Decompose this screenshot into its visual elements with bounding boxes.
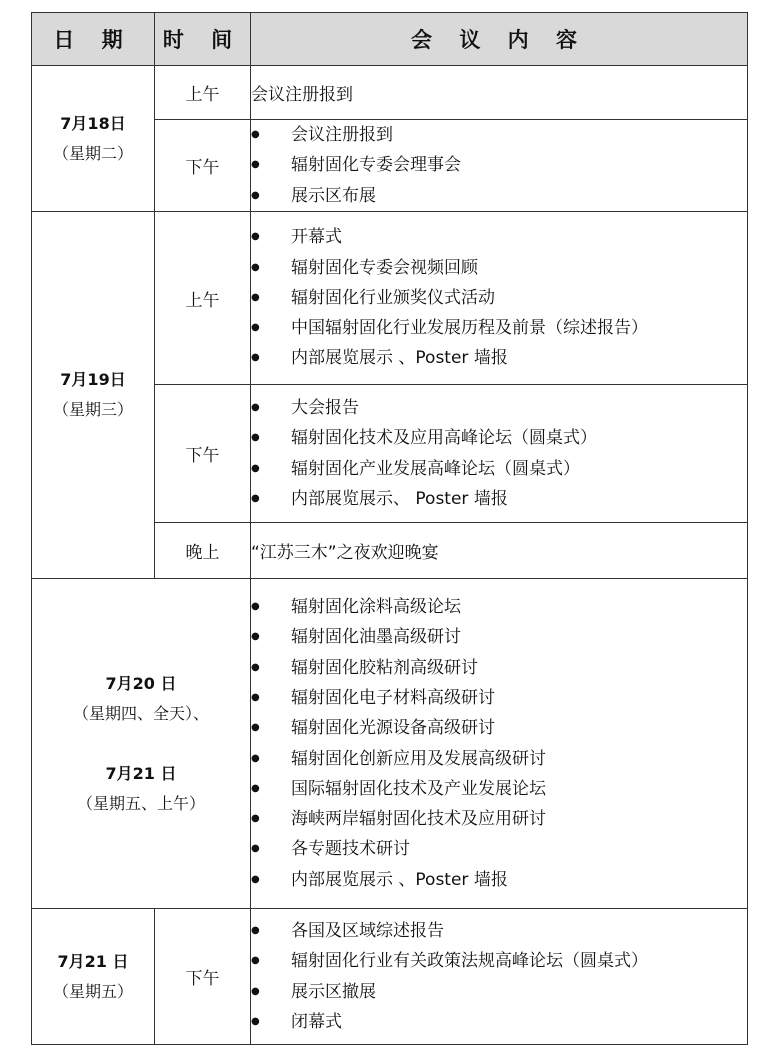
list-item: ● 海峡两岸辐射固化技术及应用研讨: [251, 804, 747, 834]
list-item: ● 辐射固化行业颁奖仪式活动: [251, 283, 747, 313]
list-item: ● 辐射固化专委会理事会: [251, 150, 747, 180]
day2-pm-content: [251, 385, 748, 523]
day2-eve-text: “江苏三木”之夜欢迎晚宴: [251, 523, 748, 579]
day4-date-cell: [32, 909, 155, 1045]
list-item: ● 内部展览展示 、Poster 墙报: [251, 865, 747, 895]
list-item: ● 各国及区域综述报告: [251, 916, 747, 946]
day4-pm-label: 下午: [155, 909, 251, 1045]
day1-pm-list: [251, 120, 747, 211]
list-item: ● 国际辐射固化技术及产业发展论坛: [251, 774, 747, 804]
list-item: ● 各专题技术研讨: [251, 834, 747, 864]
day2-date-cell: [32, 212, 155, 579]
day4-date: 7月21 日: [57, 951, 129, 971]
header-time: 时 间: [155, 13, 251, 66]
list-item: ● 展示区布展: [251, 181, 747, 211]
day3-row: [32, 579, 748, 909]
day4-pm-row: [32, 909, 748, 1045]
day1-date: 7月18日: [60, 113, 126, 133]
list-item: ● 辐射固化涂料高级论坛: [251, 592, 747, 622]
day2-am-label: 上午: [155, 212, 251, 385]
list-item: ● 辐射固化电子材料高级研讨: [251, 683, 747, 713]
header-row: [32, 13, 748, 66]
day1-am-row: [32, 66, 748, 120]
day1-date-cell: [32, 66, 155, 212]
day3-date-b: 7月21 日: [105, 763, 177, 783]
day2-date: 7月19日: [60, 370, 126, 389]
day3-list: [251, 592, 747, 895]
day2-pm-list: [251, 393, 747, 514]
day2-weekday: （星期三）: [52, 400, 133, 419]
list-item: ● 辐射固化创新应用及发展高级研讨: [251, 744, 747, 774]
list-item: ● 辐射固化胶粘剂高级研讨: [251, 653, 747, 683]
day4-weekday: （星期五）: [52, 981, 133, 1001]
day1-weekday: （星期二）: [52, 143, 133, 163]
list-item: ● 辐射固化技术及应用高峰论坛（圆桌式）: [251, 423, 747, 453]
day3-weekday-a: （星期四、全天）、: [72, 703, 209, 723]
header-date: 日 期: [32, 13, 155, 66]
list-item: ● 大会报告: [251, 393, 747, 423]
day2-eve-label: 晚上: [155, 523, 251, 579]
day1-pm-content: [251, 120, 748, 212]
list-item: ● 辐射固化油墨高级研讨: [251, 622, 747, 652]
list-item: ● 内部展览展示 、Poster 墙报: [251, 343, 747, 373]
list-item: ● 辐射固化光源设备高级研讨: [251, 713, 747, 743]
day1-am-text: 会议注册报到: [251, 66, 748, 120]
day2-pm-label: 下午: [155, 385, 251, 523]
day4-pm-content: [251, 909, 748, 1045]
list-item: ● 开幕式: [251, 222, 747, 252]
day1-am-label: 上午: [155, 66, 251, 120]
schedule-table: [31, 12, 748, 1045]
list-item: ● 展示区撤展: [251, 977, 747, 1007]
day2-am-row: [32, 212, 748, 385]
day3-content: [251, 579, 748, 909]
list-item: ● 内部展览展示、 Poster 墙报: [251, 484, 747, 514]
list-item: ● 会议注册报到: [251, 120, 747, 150]
list-item: ● 辐射固化产业发展高峰论坛（圆桌式）: [251, 454, 747, 484]
list-item: ● 辐射固化专委会视频回顾: [251, 253, 747, 283]
day2-am-list: [251, 222, 747, 373]
list-item: ● 中国辐射固化行业发展历程及前景（综述报告）: [251, 313, 747, 343]
day3-weekday-b: （星期五、上午）: [76, 793, 205, 813]
list-item: ● 辐射固化行业有关政策法规高峰论坛（圆桌式）: [251, 946, 747, 976]
day1-pm-label: 下午: [155, 120, 251, 212]
day3-date-a: 7月20 日: [105, 673, 177, 693]
day4-pm-list: [251, 916, 747, 1037]
day2-am-content: [251, 212, 748, 385]
day3-date-cell: [32, 579, 251, 909]
list-item: ● 闭幕式: [251, 1007, 747, 1037]
header-content: 会 议 内 容: [251, 13, 748, 66]
